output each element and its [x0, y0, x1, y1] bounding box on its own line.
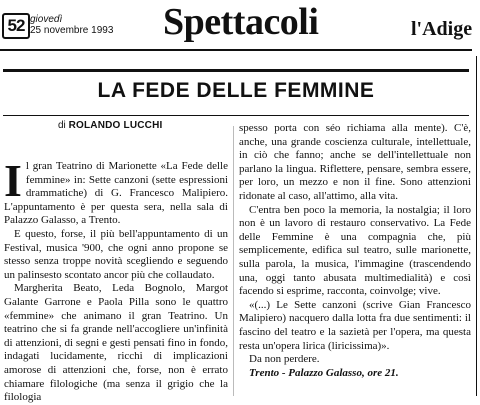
paragraph: Da non perdere.: [249, 353, 320, 366]
dateline-day: giovedì: [30, 14, 63, 25]
drop-cap: I: [4, 155, 22, 206]
paragraph: E questo, forse, il più bell'appuntamento di un Festival, musica '900, che ogni anno propone se stesso senza troppe novità scegliendo e seguendo un palinsesto scontato ancor più che collaudato.: [4, 227, 228, 281]
byline-author: ROLANDO LUCCHI: [68, 120, 163, 131]
article-signoff: Trento - Palazzo Galasso, ore 21.: [249, 366, 399, 379]
dateline: [30, 14, 113, 36]
paragraph-text: l gran Teatrino di Marionette «La Fede delle femmine» in: Sette canzoni (sette espressioni drammatiche) di G. Francesco Malipiero. L'appuntamento è per questa sera, nella sala di Palazzo Galasso, a Trento.: [4, 160, 228, 227]
header-rule: [0, 49, 472, 51]
column-divider: [233, 126, 234, 396]
section-title: Spettacoli: [163, 1, 319, 43]
byline: [58, 120, 162, 132]
article-column-right: [239, 122, 471, 380]
dateline-date: 25 novembre 1993: [30, 25, 114, 36]
byline-prefix: di: [58, 120, 66, 131]
paragraph: [4, 155, 228, 228]
headline-box: [3, 69, 469, 116]
article-column-left: [4, 155, 228, 405]
paragraph: Margherita Beato, Leda Bognolo, Margot Galante Garrone e Paola Pilla sono le quattro «femmine» che animano il gran Teatrino. Un teatrino che si fa grande nell'accogliere un'infinità di attenzioni, di segni e gesti pensati fino in fondo, indagati lucidamente, ricchi di implicazioni amorose di attenzioni che, forse, non è errato chiamare filologiche (ma senza il grigio che la filologia: [4, 282, 228, 404]
newspaper-name: l'Adige: [411, 18, 473, 40]
paragraph: «(...) Le Sette canzoni (scrive Gian Francesco Malipiero) nacquero dalla lotta fra due sentimenti: il fascino del teatro e la sazietà per l'opera, ma questa resta un'opera lirica (liricissima)».: [239, 298, 471, 352]
paragraph: C'entra ben poco la memoria, la nostalgia; il loro non è un lavoro di restauro conservativo. La Fede delle Femmine è una compagnia che, più semplicemente, edifica sul teatro, sulle marionette, sulla parola, la musica, l'immagine (trascendendo una, oggi tanto abusata multimedialità) e così facendo si esprime, racconta, coinvolge; vive.: [239, 203, 471, 298]
page-edge-rule: [476, 56, 477, 396]
paragraph: spesso porta con séo richiama alla mente). C'è, anche, una grande coscienza culturale, intellettuale, in ciò che fanno; anche se dell'intellettuale non parlano la lingua. Riflettere, pensare, sembra essere, per loro, un mezzo e non il fine. Sono attenzioni ridonate al caso, all'attimo, alla vita.: [239, 122, 471, 202]
page-number: 52: [2, 13, 30, 39]
article-headline: LA FEDE DELLE FEMMINE: [97, 79, 375, 102]
